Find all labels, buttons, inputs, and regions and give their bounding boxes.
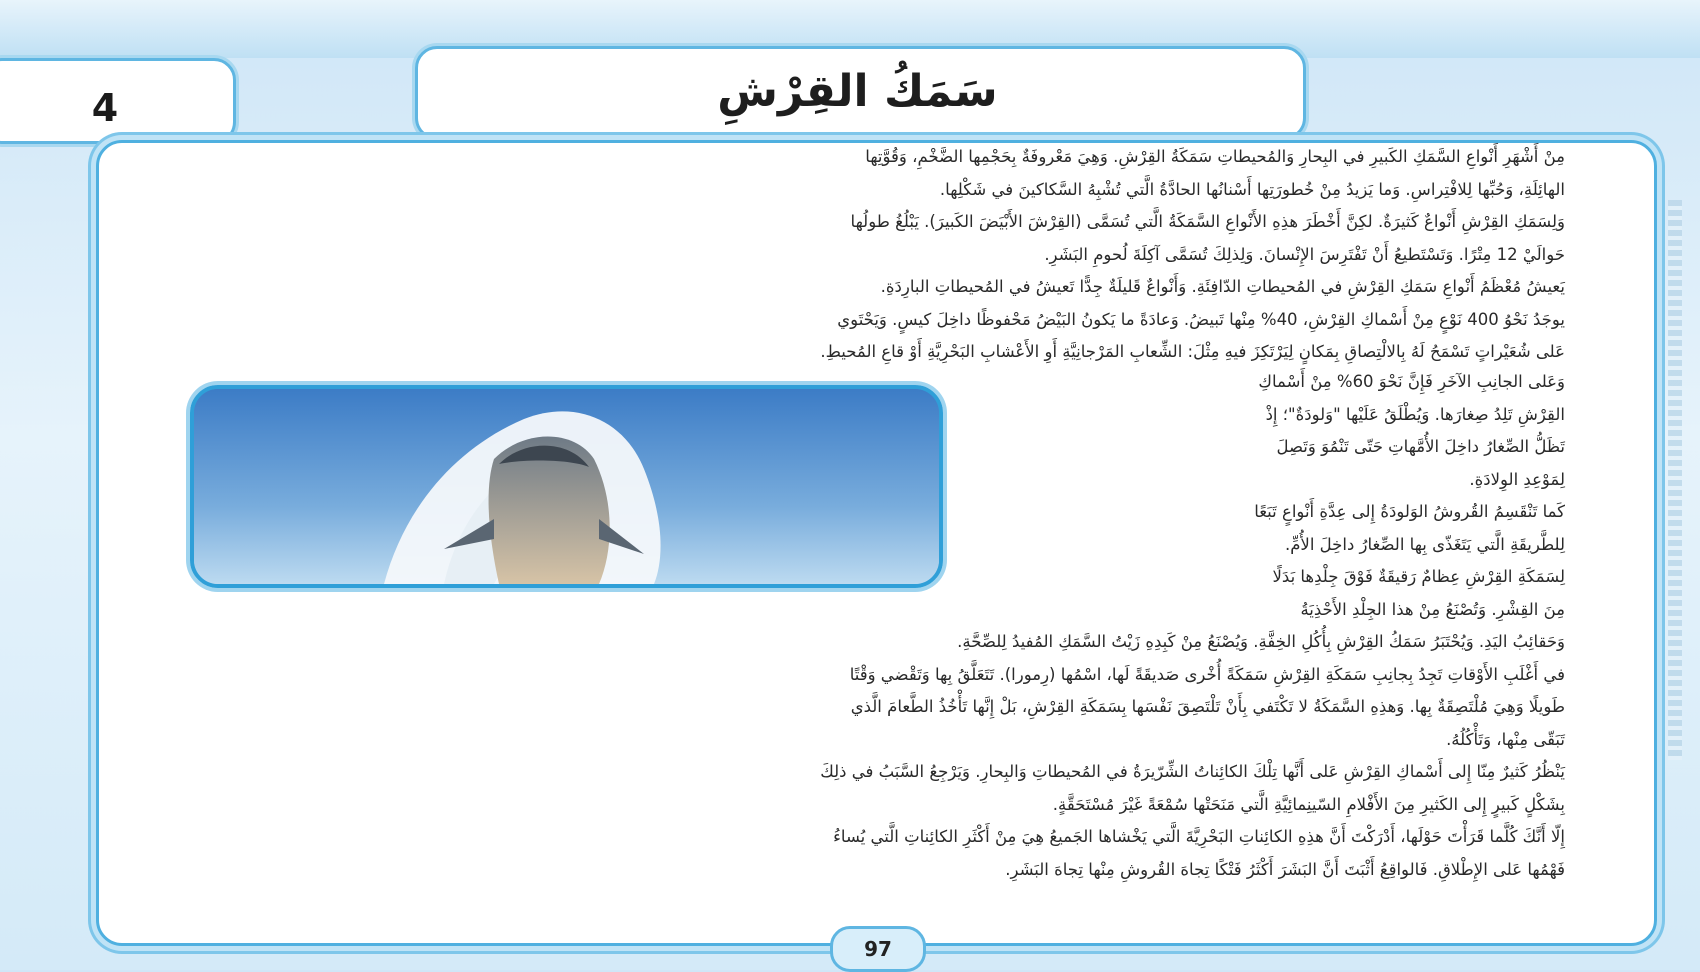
lesson-number: 4 xyxy=(91,86,119,130)
text-line: وَحَقائِبُ اليَدِ. وَيُحْتَبَرُ سَمَكُ القِرْشِ بِأُكُلِ الخِفَّةِ. وَيُصْنَعُ مِنْ كَبِدِهِ زَيْتُ السَّمَكِ المُفيدُ لِلصِّحَّةِ. xyxy=(957,632,1565,651)
side-paragraphs xyxy=(975,366,1565,626)
text-line: القِرْشِ تَلِدُ صِغارَها. وَيُطْلَقُ عَلَيْها "وَلودَةٌ"؛ إِذْ xyxy=(1265,404,1565,424)
text-line: إِلّا أَنَّكَ كُلَّما قَرَأْتَ حَوْلَها، أَدْرَكْتَ أَنَّ هذِهِ الكائِناتِ البَحْرِيَّةَ الَّتي يَخْشاها الجَميعُ هِيَ مِنْ أَكْثَرِ الكائِناتِ الَّتي يُساءُ xyxy=(833,827,1565,846)
text-line: لِمَوْعِدِ الوِلادَةِ. xyxy=(1469,469,1565,489)
text-line: فَهْمُها عَلى الإِطْلاقِ. فَالواقِعُ أَثْبَتَ أَنَّ البَشَرَ أَكْثَرُ فَتْكًا تِجاهَ القُروشِ مِنْها تِجاهَ البَشَرِ. xyxy=(1005,859,1565,879)
text-line: يَنْظُرُ كَثيرٌ مِنّا إِلى أَسْماكِ القِرْشِ عَلى أَنَّها تِلْكَ الكائِناتُ الشِّرّيرَةُ في المُحيطاتِ وَالبِحارِ. وَيَرْجِعُ السَّبَبُ في ذلِكَ xyxy=(820,762,1565,781)
text-line: طَويلًا وَهِيَ مُلْتَصِقَةٌ بِها. وَهذِهِ السَّمَكَةُ لا تَكْتَفي بِأَنْ تَلْتَصِقَ نَفْسَها بِسَمَكَةِ القِرْشِ، بَلْ إِنَّها تَأْخُذُ الطَّعامَ الَّذي xyxy=(850,697,1565,716)
shark-photo xyxy=(190,385,943,588)
top-paragraphs xyxy=(185,141,1565,369)
side-strip xyxy=(1668,200,1682,760)
text-line: وَعَلى الجانِبِ الآخَرِ فَإِنَّ نَحْوَ 60% مِنْ أَسْماكِ xyxy=(1258,372,1565,391)
text-line: تَبَقّى مِنْها، وَتَأْكُلُهُ. xyxy=(1446,729,1565,749)
text-line: عَلى شُعَيْراتٍ تَسْمَحُ لَهُ بِالالْتِصاقِ بِمَكانٍ لِيَرْتَكِزَ فيهِ مِثْلَ: الشِّعابِ المَرْجانِيَّةِ أَوِ الأَعْشابِ البَحْرِيَّةِ أَوْ قاعِ المُحيطِ. xyxy=(820,342,1565,361)
text-line: مِنَ القِشْرِ. وَتُصْنَعُ مِنْ هذا الجِلْدِ الأَحْذِيَةُ xyxy=(1300,599,1565,619)
text-line: حَوالَيْ 12 مِتْرًا. وَتَسْتَطيعُ أَنْ تَفْتَرِسَ الإِنْسانَ. وَلِذلِكَ تُسَمَّى آكِلَةَ لُحومِ البَشَرِ. xyxy=(1044,244,1565,264)
text-line: مِنْ أَشْهَرِ أَنْواعِ السَّمَكِ الكَبيرِ في البِحارِ وَالمُحيطاتِ سَمَكَةُ القِرْشِ. وَهِيَ مَعْروفَةٌ بِحَجْمِها الضَّخْمِ، وَقُوَّتِها xyxy=(865,147,1565,166)
text-line: يوجَدُ نَحْوُ 400 نَوْعٍ مِنْ أَسْماكِ القِرْشِ، 40% مِنْها تَبيضُ. وَعادَةً ما يَكونُ البَيْضُ مَحْفوظًا داخِلَ كيسٍ. وَيَحْتَوي xyxy=(837,309,1565,329)
text-line: لِلطَّريقَةِ الَّتي يَتَغَذّى بِها الصِّغارُ داخِلَ الأُمِّ. xyxy=(1284,534,1565,554)
text-line: كَما تَنْقَسِمُ القُروشُ الوَلودَةُ إِلى عِدَّةِ أَنْواعٍ تَبَعًا xyxy=(1254,502,1565,521)
text-line: تَظَلُّ الصِّغارُ داخِلَ الأُمَّهاتِ حَتّى تَنْمُوَ وَتَصِلَ xyxy=(1276,437,1565,456)
text-line: في أَغْلَبِ الأَوْقاتِ تَجِدُ بِجانِبِ سَمَكَةِ القِرْشِ سَمَكَةً أُخْرى صَديقَةً لَها، اسْمُها (رِمورا). تَتَعَلَّقُ بِها وَتَقْضي وَقْتًا xyxy=(849,664,1565,684)
text-line: الهائِلَةِ، وَحُبِّها لِلافْتِراسِ. وَما يَزيدُ مِنْ خُطورَتِها أَسْنانُها الحادَّةُ الَّتي تُشْبِهُ السَّكاكينَ في شَكْلِها. xyxy=(939,179,1565,199)
text-line: لِسَمَكَةِ القِرْشِ عِظامٌ رَقيقَةٌ فَوْقَ جِلْدِها بَدَلًا xyxy=(1272,567,1565,586)
text-line: وَلِسَمَكِ القِرْشِ أَنْواعٌ كَثيرَةٌ. لكِنَّ أَخْطَرَ هذِهِ الأَنْواعِ السَّمَكَةُ الَّتي تُسَمَّى (القِرْشَ الأَبْيَضَ الكَبيرَ). يَبْلُغُ طولُها xyxy=(850,212,1565,231)
text-line: يَعيشُ مُعْظَمُ أَنْواعِ سَمَكِ القِرْشِ في المُحيطاتِ الدّافِئَةِ. وَأَنْواعٌ قَليلَةٌ جِدًّا تَعيشُ في المُحيطاتِ البارِدَةِ. xyxy=(880,277,1565,296)
page-title: سَمَكُ القِرْشِ xyxy=(717,66,998,117)
page-number: 97 xyxy=(830,926,926,972)
text-line: بِشَكْلٍ كَبيرٍ إِلى الكَثيرِ مِنَ الأَفْلامِ السّينِمائِيَّةِ الَّتي مَنَحَتْها سُمْعَةً غَيْرَ مُسْتَحَقَّةٍ. xyxy=(1052,794,1565,814)
bottom-paragraphs xyxy=(185,626,1565,886)
